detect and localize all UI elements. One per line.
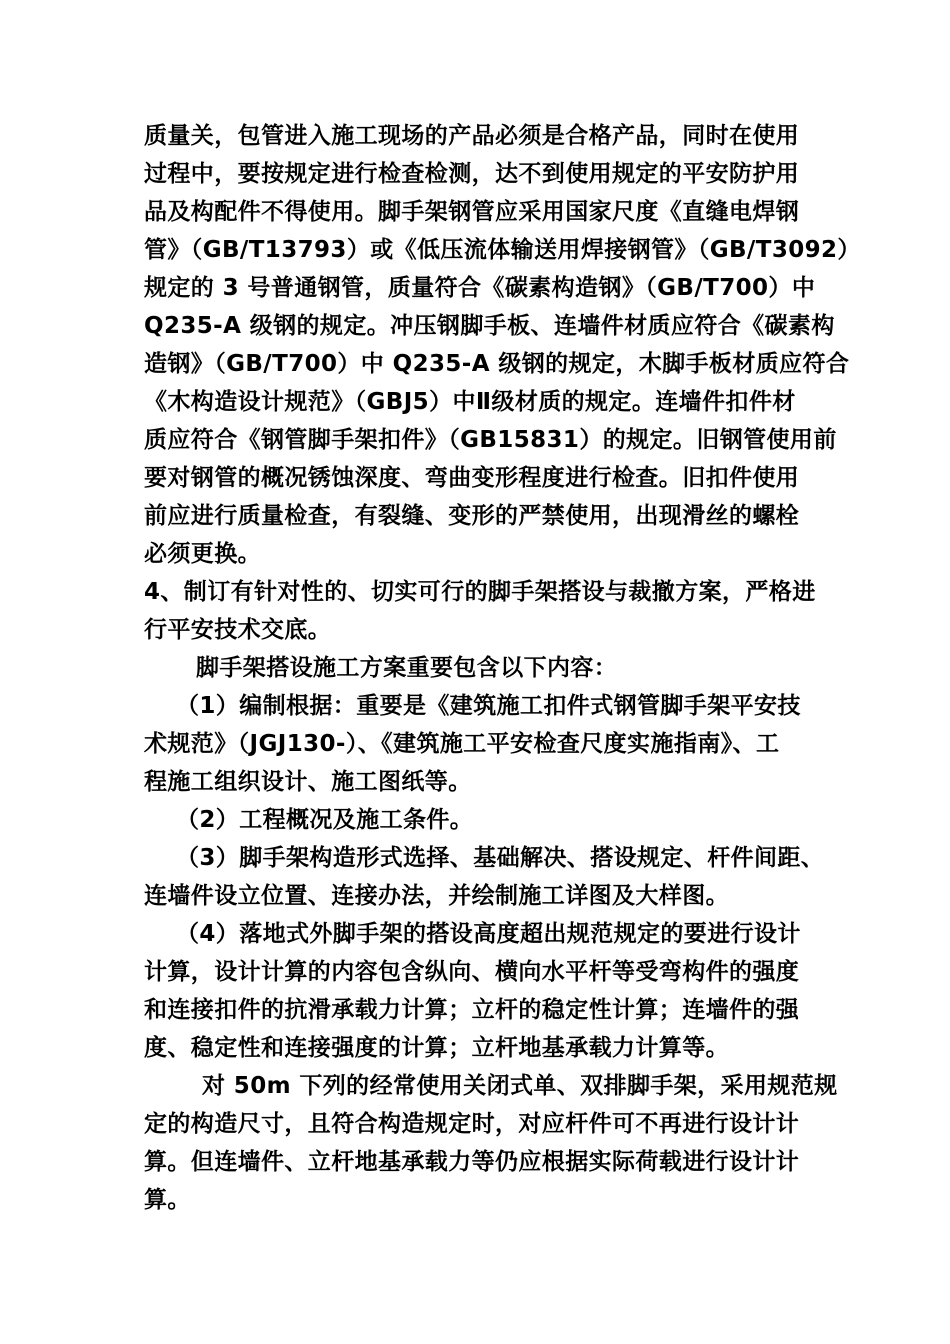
text-line: 规定的 3 号普通钢管，质量符合《碳素构造钢》（GB/T700）中 [144,275,816,301]
text-line: 程施工组织设计、施工图纸等。 [144,769,472,795]
text-line: 计算，设计计算的内容包含纵向、横向水平杆等受弯构件的强度 [144,959,800,985]
text-line: 术规范》（JGJ130-）、《建筑施工平安检查尺度实施指南》、工 [144,731,780,757]
text-line: 脚手架搭设施工方案重要包含以下内容： [196,655,618,681]
text-line: 要对钢管的概况锈蚀深度、弯曲变形程度进行检查。旧扣件使用 [144,465,800,491]
text-line: 和连接扣件的抗滑承载力计算；立杆的稳定性计算；连墙件的强 [144,997,800,1023]
text-line: 前应进行质量检查，有裂缝、变形的严禁使用，出现滑丝的螺栓 [144,503,800,529]
text-line: 质应符合《钢管脚手架扣件》（GB15831）的规定。旧钢管使用前 [144,427,837,453]
text-line: 定的构造尺寸，且符合构造规定时，对应杆件可不再进行设计计 [144,1111,800,1137]
text-line: 度、稳定性和连接强度的计算；立杆地基承载力计算等。 [144,1035,729,1061]
text-line: 管》（GB/T13793）或《低压流体输送用焊接钢管》（GB/T3092） [144,237,861,263]
text-line: 对 50m 下列的经常使用关闭式单、双排脚手架，采用规范规 [202,1073,838,1099]
text-line: 过程中，要按规定进行检查检测，达不到使用规定的平安防护用 [144,161,800,187]
text-line: 连墙件设立位置、连接办法，并绘制施工详图及大样图。 [144,883,729,909]
text-line: （1）编制根据：重要是《建筑施工扣件式钢管脚手架平安技 [176,693,801,719]
text-line: （4）落地式外脚手架的搭设高度超出规范规定的要进行设计 [176,921,801,947]
text-line: 必须更换。 [144,541,261,567]
text-line: 行平安技术交底。 [144,617,332,643]
text-line: Q235-A 级钢的规定。冲压钢脚手板、连墙件材质应符合《碳素构 [144,313,835,339]
text-line: （2）工程概况及施工条件。 [176,807,474,833]
text-line: 质量关，包管进入施工现场的产品必须是合格产品，同时在使用 [144,123,800,149]
text-line: （3）脚手架构造形式选择、基础解决、搭设规定、杆件间距、 [176,845,825,871]
text-line: 《木构造设计规范》（GBJ5）中Ⅱ级材质的规定。连墙件扣件材 [144,389,796,415]
text-line: 造钢》（GB/T700）中 Q235-A 级钢的规定，木脚手板材质应符合 [144,351,850,377]
text-line: 4、制订有针对性的、切实可行的脚手架搭设与裁撤方案，严格进 [144,579,816,605]
text-line: 算。但连墙件、立杆地基承载力等仍应根据实际荷载进行设计计 [144,1149,800,1175]
text-line: 算。 [144,1187,191,1213]
text-line: 品及构配件不得使用。脚手架钢管应采用国家尺度《直缝电焊钢 [144,199,800,225]
